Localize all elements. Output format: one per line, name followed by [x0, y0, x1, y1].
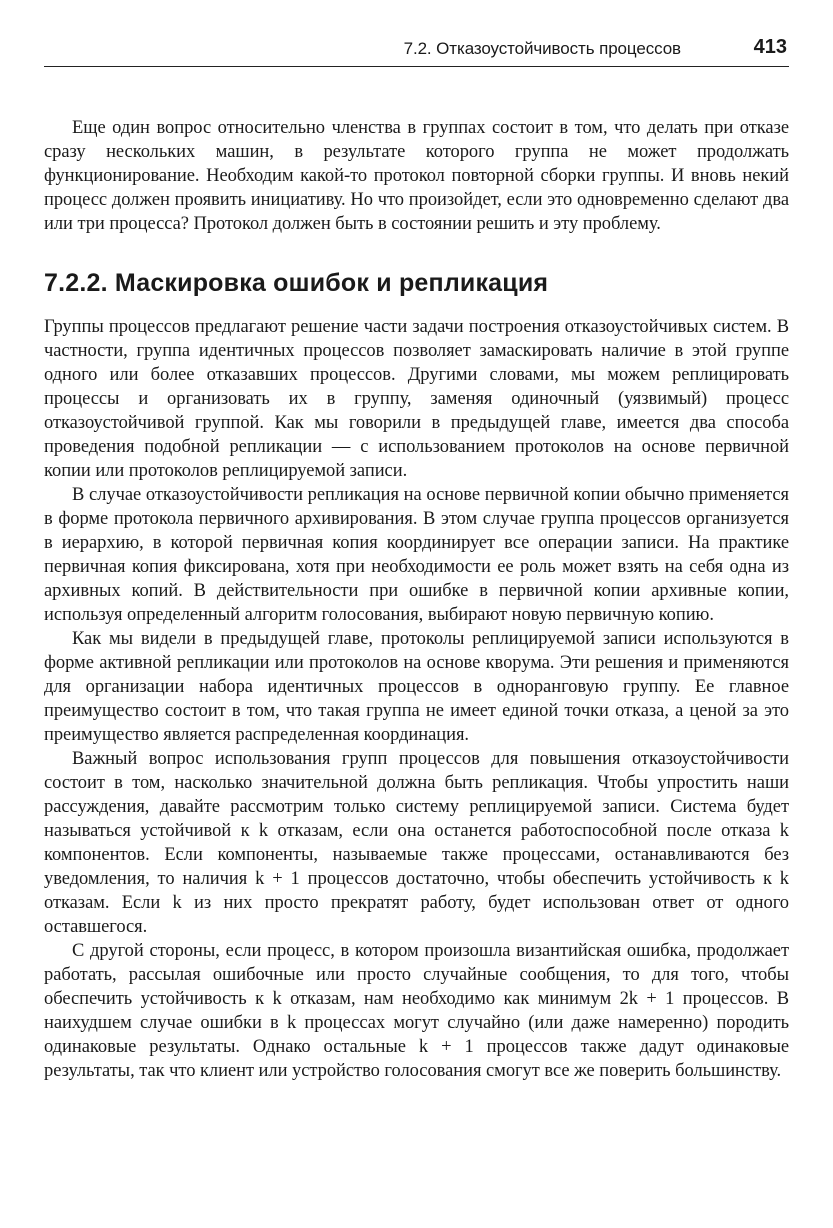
running-header-title: 7.2. Отказоустойчивость процессов — [403, 39, 681, 58]
running-header — [44, 36, 789, 67]
body-paragraph-2: В случае отказоустойчивости репликация на основе первичной копии обычно применяется в форме протокола первичного архивирования. В этом случае группа процессов организуется в иерархию, в которой первичная копия координирует все операции записи. На практике первичная копия фиксирована, хотя при необходимости ее роль может взять на себя одна из архивных копий. В действительности при ошибке в первичной копии архивные копии, используя определенный алгоритм голосования, выбирают новую первичную копию. — [44, 485, 789, 625]
body-paragraph-1: Группы процессов предлагают решение части задачи построения отказоустойчивых систем. В частности, группа идентичных процессов позволяет замаскировать наличие в этой группе одного или более отказавших процессов. Другими словами, мы можем реплицировать процессы и организовать их в группу, заменяя одиночный (уязвимый) процесс отказоустойчивой группой. Как мы говорили в предыдущей главе, имеется два способа проведения подобной репликации — с использованием протоколов на основе первичной копии или протоколов реплицируемой записи. — [44, 317, 789, 481]
intro-paragraph: Еще один вопрос относительно членства в группах состоит в том, что делать при отказе сразу нескольких машин, в результате которого группа не может продолжать функционирование. Необходим какой-то протокол повторной сборки группы. И вновь некий процесс должен проявить инициативу. Но что произойдет, если это одновременно сделают два или три процесса? Протокол должен быть в состоянии решить и эту проблему. — [44, 118, 789, 234]
section-heading: 7.2.2. Маскировка ошибок и репликация — [44, 269, 549, 297]
page-number: 413 — [753, 36, 787, 58]
body-paragraph-3: Как мы видели в предыдущей главе, протоколы реплицируемой записи используются в форме активной репликации или протоколов на основе кворума. Эти решения и применяются для организации набора идентичных процессов в одноранговую группу. Ее главное преимущество состоит в том, что такая группа не имеет единой точки отказа, а ценой за это преимущество является распределенная координация. — [44, 629, 789, 745]
body-paragraph-5: С другой стороны, если процесс, в котором произошла византийская ошибка, продолжает работать, рассылая ошибочные или просто случайные сообщения, то для того, чтобы обеспечить устойчивость к k отказам, нам необходимо как минимум 2k + 1 процессов. В наихудшем случае ошибки в k процессах могут случайно (или даже намеренно) породить одинаковые результаты. Однако остальные k + 1 процессов также дадут одинаковые результаты, так что клиент или устройство голосования смогут все же поверить большинству. — [44, 941, 789, 1081]
body-paragraph-4: Важный вопрос использования групп процессов для повышения отказоустойчивости состоит в том, насколько значительной должна быть репликация. Чтобы упростить наши рассуждения, давайте рассмотрим только систему реплицируемой записи. Система будет называться устойчивой к k отказам, если она останется работоспособной после отказа k компонентов. Если компоненты, называемые также процессами, останавливаются без уведомления, то наличия k + 1 процессов достаточно, чтобы обеспечить устойчивость к k отказам. Если k из них просто прекратят работу, будет использован ответ от одного оставшегося. — [44, 749, 789, 937]
page-body — [44, 116, 789, 1083]
